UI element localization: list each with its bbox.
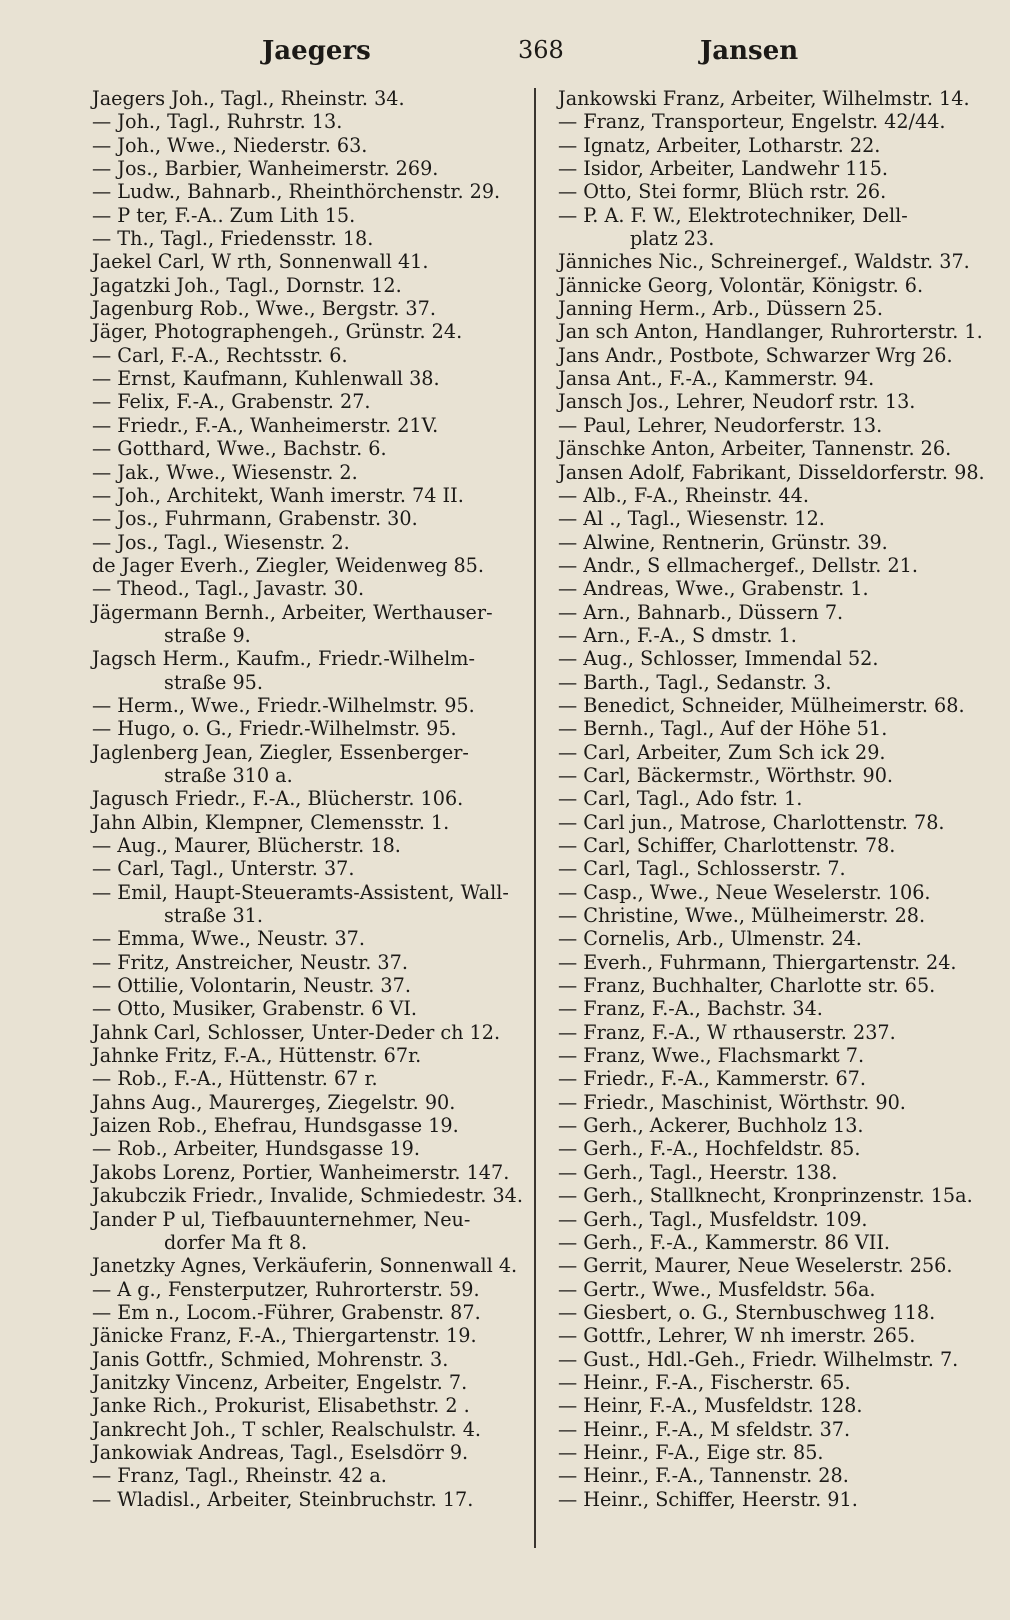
directory-entry-line: — Emil, Haupt-Steueramts-Assistent, Wall- [92,880,509,904]
directory-entry-line: Jahns Aug., Maurergeş, Ziegelstr. 90. [92,1090,456,1114]
directory-entry-line: — Carl, Arbeiter, Zum Sch ick 29. [558,740,886,764]
directory-entry-line: — Arn., F.-A., S dmstr. 1. [558,623,797,647]
directory-entry-line: — Joh., Architekt, Wanh imerstr. 74 II. [92,483,464,507]
directory-entry-line: — Carl, Tagl., Ado fstr. 1. [558,787,803,811]
directory-entry-line: Jaglenberg Jean, Ziegler, Essenberger- [92,740,469,764]
directory-entry-line: — Everh., Fuhrmann, Thiergartenstr. 24. [558,950,957,974]
column-divider [534,88,536,1548]
directory-entry-line: — Jos., Barbier, Wanheimerstr. 269. [92,157,439,181]
directory-entry-line: — Barth., Tagl., Sedanstr. 3. [558,670,832,694]
page-header [0,26,1010,76]
directory-entry-line: — Hugo, o. G., Friedr.-Wilhelmstr. 95. [92,717,457,741]
directory-entry-line: — Jak., Wwe., Wiesenstr. 2. [92,460,358,484]
directory-entry-line: — Friedr., F.-A., Kammerstr. 67. [558,1067,866,1091]
directory-entry-line: — Andreas, Wwe., Grabenstr. 1. [558,577,869,601]
directory-entry-line: — Aug., Schlosser, Immendal 52. [558,647,879,671]
directory-entry-line: Jander P ul, Tiefbauunternehmer, Neu- [92,1207,471,1231]
directory-entry-line: — Em n., Locom.-Führer, Grabenstr. 87. [92,1300,481,1324]
directory-entry-line: — Felix, F.-A., Grabenstr. 27. [92,390,371,414]
left-column [92,87,532,1511]
directory-entry-line: — Giesbert, o. G., Sternbuschweg 118. [558,1300,936,1324]
directory-entry-line: — Heinr., F-A., Eige str. 85. [558,1440,824,1464]
directory-entry-line: — Carl, F.-A., Rechtsstr. 6. [92,343,348,367]
directory-entry-line: Jansa Ant., F.-A., Kammerstr. 94. [558,367,875,391]
directory-entry-line: — Andr., S ellmachergef., Dellstr. 21. [558,553,918,577]
directory-entry-line: Janning Herm., Arb., Düssern 25. [558,297,884,321]
directory-entry-line: Jagusch Friedr., F.-A., Blücherstr. 106. [92,787,464,811]
directory-entry-line: — Gerh., Ackerer, Buchholz 13. [558,1114,864,1138]
directory-entry-line: Jagsch Herm., Kaufm., Friedr.-Wilhelm- [92,647,475,671]
directory-entry-line: — Joh., Tagl., Ruhrstr. 13. [92,110,343,134]
directory-entry-line: — A g., Fensterputzer, Ruhrorterstr. 59. [92,1277,480,1301]
directory-entry-line: — Rob., F.-A., Hüttenstr. 67 r. [92,1067,378,1091]
directory-entry-line: — Al ., Tagl., Wiesenstr. 12. [558,507,825,531]
directory-entry-line: Jahnke Fritz, F.-A., Hüttenstr. 67r. [92,1044,422,1068]
directory-entry-line: — Fritz, Anstreicher, Neustr. 37. [92,950,408,974]
directory-entry-line: — Franz, Transporteur, Engelstr. 42/44. [558,110,946,134]
directory-entry-line: — Gertr., Wwe., Musfeldstr. 56a. [558,1277,876,1301]
directory-entry-line: — Gerrit, Maurer, Neue Weselerstr. 256. [558,1254,953,1278]
directory-entry-line: — Friedr., Maschinist, Wörthstr. 90. [558,1090,906,1114]
directory-entry-line: — Arn., Bahnarb., Düssern 7. [558,600,844,624]
directory-entry-line: straße 310 a. [164,763,293,787]
directory-entry-line: straße 9. [164,623,251,647]
directory-entry-line: Jakubczik Friedr., Invalide, Schmiedestr. 34. [92,1184,523,1208]
directory-entry-line: straße 95. [164,670,263,694]
directory-entry-line: — Benedict, Schneider, Mülheimerstr. 68. [558,693,965,717]
directory-entry-line: Jakobs Lorenz, Portier, Wanheimerstr. 147. [92,1160,510,1184]
directory-entry-line: — P. A. F. W., Elektrotechniker, Dell- [558,203,908,227]
directory-entry-line: Janitzky Vincenz, Arbeiter, Engelstr. 7. [92,1370,468,1394]
directory-entry-line: — Theod., Tagl., Javastr. 30. [92,577,365,601]
directory-entry-line: — Rob., Arbeiter, Hundsgasse 19. [92,1137,420,1161]
directory-entry-line: — Carl, Tagl., Unterstr. 37. [92,857,355,881]
directory-entry-line: — Alwine, Rentnerin, Grünstr. 39. [558,530,888,554]
directory-entry-line: Janetzky Agnes, Verkäuferin, Sonnenwall 4. [92,1254,518,1278]
directory-entry-line: — P ter, F.-A.. Zum Lith 15. [92,203,356,227]
directory-entry-line: — Ottilie, Volontarin, Neustr. 37. [92,974,411,998]
directory-entry-line: — Wladisl., Arbeiter, Steinbruchstr. 17. [92,1487,474,1511]
directory-entry-line: Jaekel Carl, W rth, Sonnenwall 41. [92,250,429,274]
directory-entry-line: Jagenburg Rob., Wwe., Bergstr. 37. [92,297,436,321]
directory-entry-line: — Gerh., F.-A., Hochfeldstr. 85. [558,1137,861,1161]
directory-entry-line: — Gerh., F.-A., Kammerstr. 86 VII. [558,1230,890,1254]
header-right-keyword: Jansen [700,36,799,66]
directory-entry-line: Jan sch Anton, Handlanger, Ruhrorterstr. 1. [558,320,983,344]
directory-entry-line: — Heinr., Schiffer, Heerstr. 91. [558,1487,858,1511]
directory-entry-line: Jänschke Anton, Arbeiter, Tannenstr. 26. [558,437,952,461]
directory-entry-line: platz 23. [630,227,715,251]
directory-entry-line: Jänniches Nic., Schreinergef., Waldstr. 37. [558,250,970,274]
directory-entry-line: — Franz, Wwe., Flachsmarkt 7. [558,1044,865,1068]
directory-entry-line: — Heinr., F.-A., Fischerstr. 65. [558,1370,851,1394]
directory-entry-line: — Franz, Buchhalter, Charlotte str. 65. [558,974,936,998]
header-left-keyword: Jaegers [262,36,371,66]
directory-entry-line: — Isidor, Arbeiter, Landwehr 115. [558,157,889,181]
directory-entry-line: — Bernh., Tagl., Auf der Höhe 51. [558,717,888,741]
directory-entry-line: — Joh., Wwe., Niederstr. 63. [92,133,368,157]
directory-entry-line: Jans Andr., Postbote, Schwarzer Wrg 26. [558,343,953,367]
directory-entry-line: Jaegers Joh., Tagl., Rheinstr. 34. [92,87,405,110]
directory-entry-line: — Jos., Fuhrmann, Grabenstr. 30. [92,507,418,531]
directory-entry-line: Jansch Jos., Lehrer, Neudorf rstr. 13. [558,390,916,414]
directory-entry-line: — Gotthard, Wwe., Bachstr. 6. [92,437,387,461]
directory-entry-line: — Th., Tagl., Friedensstr. 18. [92,227,374,251]
directory-entry-line: dorfer Ma ft 8. [164,1230,308,1254]
directory-entry-line: — Gerh., Tagl., Musfeldstr. 109. [558,1207,868,1231]
directory-entry-line: — Heinr., F.-A., Tannenstr. 28. [558,1464,849,1488]
directory-entry-line: Jansen Adolf, Fabrikant, Disseldorferstr. 98. [558,460,985,484]
directory-entry-line: Jahn Albin, Klempner, Clemensstr. 1. [92,810,450,834]
directory-entry-line: — Alb., F-A., Rheinstr. 44. [558,483,809,507]
directory-entry-line: — Franz, F.-A., Bachstr. 34. [558,997,823,1021]
directory-entry-line: — Carl, Bäckermstr., Wörthstr. 90. [558,763,894,787]
directory-entry-line: — Otto, Musiker, Grabenstr. 6 VI. [92,997,418,1021]
directory-entry-line: Jankowski Franz, Arbeiter, Wilhelmstr. 14. [558,87,970,110]
directory-entry-line: Jankrecht Joh., T schler, Realschulstr. 4. [92,1417,482,1441]
directory-entry-line: — Emma, Wwe., Neustr. 37. [92,927,365,951]
directory-entry-line: Jahnk Carl, Schlosser, Unter-Deder ch 12. [92,1020,501,1044]
directory-entry-line: — Gottfr., Lehrer, W nh imerstr. 265. [558,1324,916,1348]
directory-entry-line: — Heinr., F.-A., M sfeldstr. 37. [558,1417,851,1441]
directory-entry-line: — Heinr, F.-A., Musfeldstr. 128. [558,1394,863,1418]
directory-entry-line: — Christine, Wwe., Mülheimerstr. 28. [558,904,926,928]
right-column [558,87,998,1511]
directory-entry-line: Jankowiak Andreas, Tagl., Eselsdörr 9. [92,1440,469,1464]
directory-entry-line: Jägermann Bernh., Arbeiter, Werthauser- [92,600,493,624]
directory-entry-line: — Cornelis, Arb., Ulmenstr. 24. [558,927,862,951]
directory-entry-line: — Otto, Stei formr, Blüch rstr. 26. [558,180,887,204]
directory-entry-line: — Franz, Tagl., Rheinstr. 42 a. [92,1464,387,1488]
directory-entry-line: straße 31. [164,904,263,928]
page-number: 368 [518,36,564,64]
directory-entry-line: — Carl, Schiffer, Charlottenstr. 78. [558,834,896,857]
directory-entry-line: Jänicke Franz, F.-A., Thiergartenstr. 19. [92,1324,477,1348]
directory-entry-line: — Gust., Hdl.-Geh., Friedr. Wilhelmstr. 7. [558,1347,959,1371]
directory-entry-line: — Gerh., Tagl., Heerstr. 138. [558,1160,838,1184]
directory-entry-line: — Ernst, Kaufmann, Kuhlenwall 38. [92,367,440,391]
directory-entry-line: — Jos., Tagl., Wiesenstr. 2. [92,530,350,554]
directory-entry-line: — Carl jun., Matrose, Charlottenstr. 78. [558,810,945,834]
directory-entry-line: — Aug., Maurer, Blücherstr. 18. [92,834,401,857]
directory-entry-line: — Gerh., Stallknecht, Kronprinzenstr. 15a. [558,1184,973,1208]
directory-entry-line: — Franz, F.-A., W rthauserstr. 237. [558,1020,896,1044]
directory-entry-line: Jaizen Rob., Ehefrau, Hundsgasse 19. [92,1114,459,1138]
directory-entry-line: — Casp., Wwe., Neue Weselerstr. 106. [558,880,931,904]
directory-entry-line: — Carl, Tagl., Schlosserstr. 7. [558,857,846,881]
directory-entry-line: Janis Gottfr., Schmied, Mohrenstr. 3. [92,1347,449,1371]
directory-entry-line: Jännicke Georg, Volontär, Königstr. 6. [558,273,924,297]
directory-entry-line: Jäger, Photographengeh., Grünstr. 24. [92,320,463,344]
directory-entry-line: — Herm., Wwe., Friedr.-Wilhelmstr. 95. [92,693,475,717]
directory-entry-line: — Paul, Lehrer, Neudorferstr. 13. [558,413,883,437]
directory-entry-line: Janke Rich., Prokurist, Elisabethstr. 2 . [92,1394,470,1418]
directory-entry-line: — Ignatz, Arbeiter, Lotharstr. 22. [558,133,881,157]
directory-entry-line: Jagatzki Joh., Tagl., Dornstr. 12. [92,273,402,297]
directory-entry-line: de Jager Everh., Ziegler, Weidenweg 85. [92,553,484,577]
directory-entry-line: — Ludw., Bahnarb., Rheinthörchenstr. 29. [92,180,501,204]
directory-entry-line: — Friedr., F.-A., Wanheimerstr. 21V. [92,413,439,437]
